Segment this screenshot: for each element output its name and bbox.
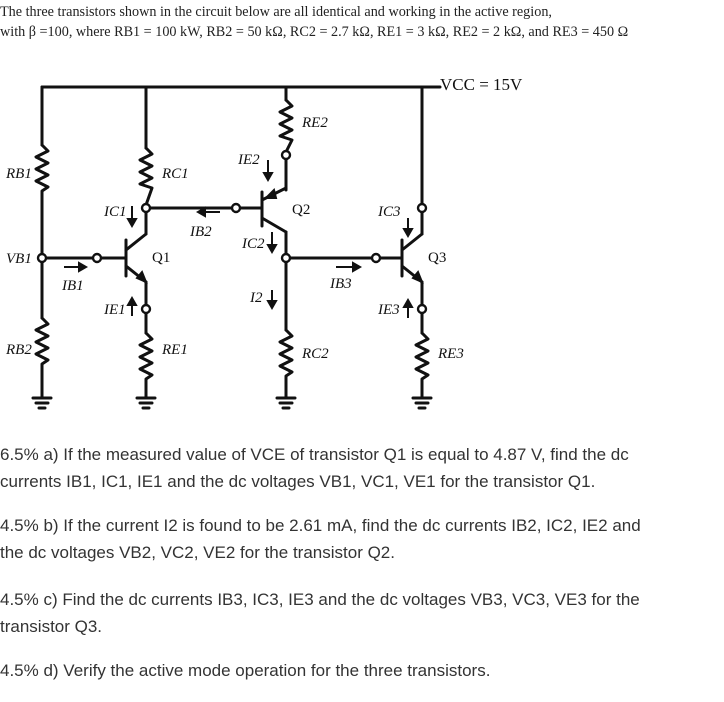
rc2-resistor [280,330,292,398]
question-b-line-2: the dc voltages VB2, VC2, VE2 for the transistor Q2. [0,543,395,562]
re3-label: RE3 [438,346,464,362]
problem-intro [0,2,724,42]
intro-line-2: with β =100, where RB1 = 100 kW, RB2 = 50 kΩ, RC2 = 2.7 kΩ, RE1 = 3 kΩ, RE2 = 2 kΩ, and RE3 = 450 Ω [0,24,629,40]
rc1-resistor [140,148,152,205]
question-d [0,657,724,684]
question-a-line-2: currents IB1, IC1, IE1 and the dc voltages VB1, VC1, VE1 for the transistor Q1. [0,472,596,491]
ic2-label: IC2 [242,236,265,252]
ib3-label: IB3 [330,276,352,292]
ib1-label: IB1 [62,278,84,294]
question-d-line-1: 4.5% d) Verify the active mode operation for the three transistors. [0,661,491,680]
vcc-label: VCC = 15V [440,75,523,94]
q3-label: Q3 [428,250,447,266]
question-c-line-1: 4.5% c) Find the dc currents IB3, IC3, IE3 and the dc voltages VB3, VC3, VE3 for the [0,590,640,609]
rb1-label: RB1 [6,166,32,182]
question-c-line-2: transistor Q3. [0,617,103,636]
q2-label: Q2 [292,202,311,218]
question-b-line-1: 4.5% b) If the current I2 is found to be 2.61 mA, find the dc currents IB2, IC2, IE2 and [0,516,641,535]
ic3-label: IC3 [378,204,401,220]
ic1-label: IC1 [104,204,127,220]
question-a [0,441,724,495]
re1-resistor [140,333,152,398]
ie2-label: IE2 [238,152,260,168]
question-b [0,512,724,566]
intro-line-1: The three transistors shown in the circuit below are all identical and working in the active region, [0,4,552,20]
ie1-label: IE1 [104,302,126,318]
question-a-line-1: 6.5% a) If the measured value of VCE of transistor Q1 is equal to 4.87 V, find the dc [0,445,629,464]
rb2-resistor [36,318,48,398]
vb1-node [38,254,46,262]
i2-label: I2 [250,290,263,306]
ib2-label: IB2 [190,224,212,240]
ie3-label: IE3 [378,302,400,318]
rb2-label: RB2 [6,342,32,358]
vb1-label: VB1 [6,251,32,267]
question-c [0,586,724,640]
rb1-resistor [36,145,48,240]
q1-label: Q1 [152,250,171,266]
rc2-label: RC2 [302,346,329,362]
re3-resistor [416,333,428,398]
rc1-label: RC1 [162,166,189,182]
re1-label: RE1 [162,342,188,358]
re2-label: RE2 [302,115,328,131]
circuit-diagram [0,58,724,428]
re2-resistor [280,100,292,152]
